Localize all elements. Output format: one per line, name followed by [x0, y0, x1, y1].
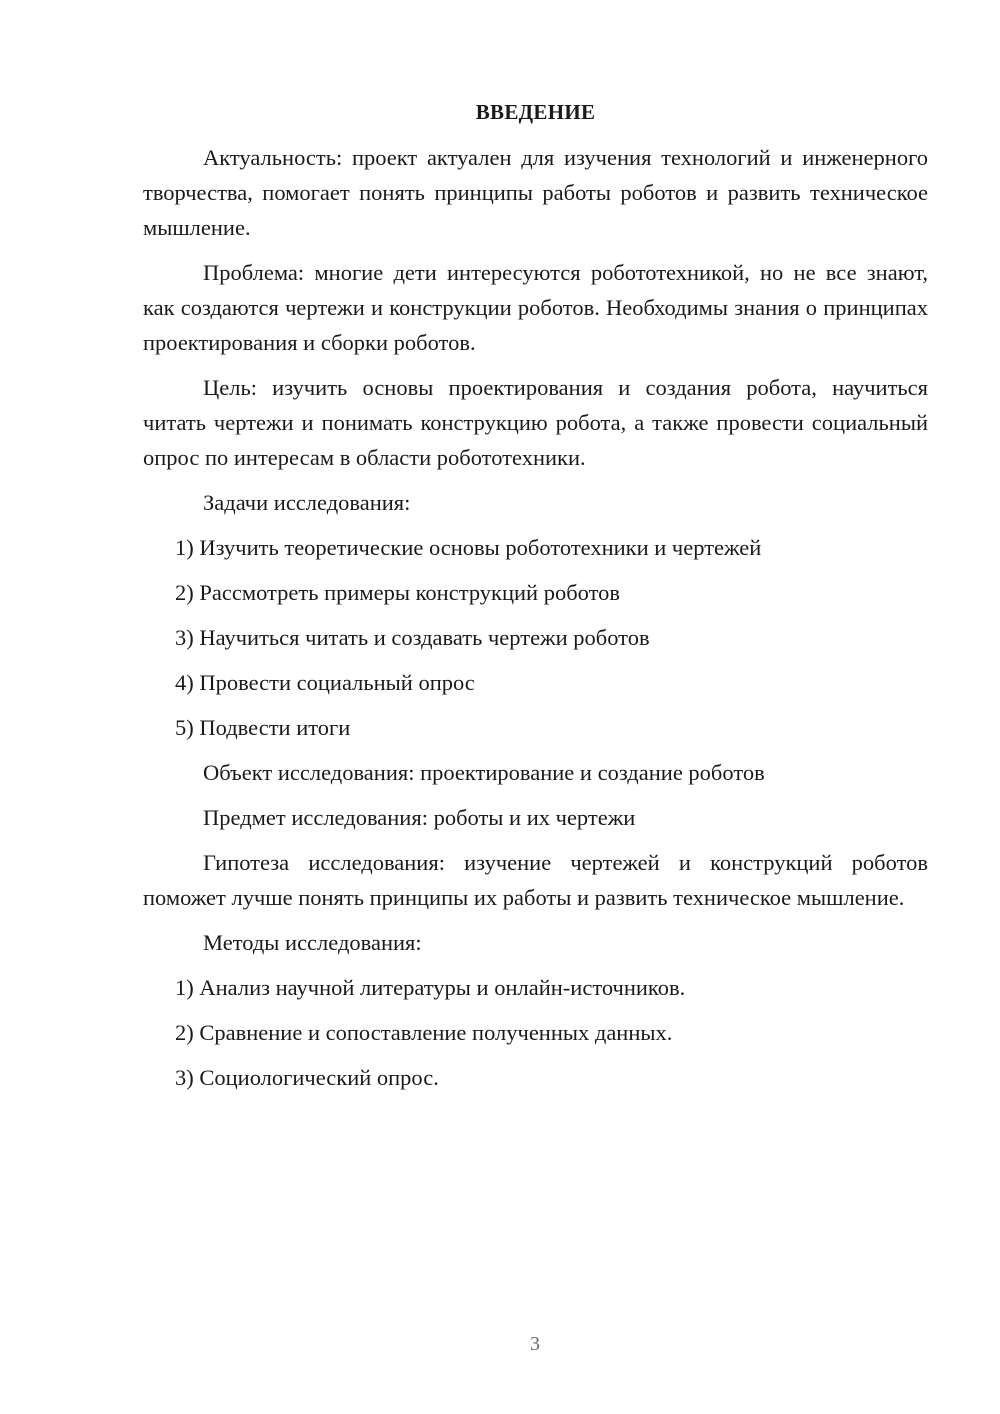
method-item: 3) Социологический опрос. [175, 1065, 439, 1090]
tasks-list [143, 530, 928, 745]
task-item: 1) Изучить теоретические основы робототехники и чертежей [175, 535, 762, 560]
document-page [143, 95, 928, 1105]
subject-line: Предмет исследования: роботы и их чертежи [203, 805, 636, 830]
methods-list [143, 970, 928, 1095]
object-line: Объект исследования: проектирование и создание роботов [203, 760, 765, 785]
document-title: ВВЕДЕНИЕ [475, 100, 596, 124]
task-item: 3) Научиться читать и создавать чертежи роботов [175, 625, 650, 650]
method-item: 2) Сравнение и сопоставление полученных данных. [175, 1020, 673, 1045]
hypothesis-paragraph: Гипотеза исследования: изучение чертежей и конструкций роботов поможет лучше понять принципы их работы и развить техническое мышление. [143, 850, 928, 910]
relevance-paragraph: Актуальность: проект актуален для изучения технологий и инженерного творчества, помогает понять принципы работы роботов и развить техническое мышление. [143, 145, 928, 240]
tasks-heading: Задачи исследования: [203, 490, 411, 515]
page-number: 3 [530, 1333, 540, 1355]
method-item: 1) Анализ научной литературы и онлайн-источников. [175, 975, 686, 1000]
task-item: 2) Рассмотреть примеры конструкций роботов [175, 580, 621, 605]
task-item: 5) Подвести итоги [175, 715, 351, 740]
goal-paragraph: Цель: изучить основы проектирования и создания робота, научиться читать чертежи и понимать конструкцию робота, а также провести социальный опрос по интересам в области робототехники. [143, 375, 928, 470]
methods-heading: Методы исследования: [203, 930, 422, 955]
task-item: 4) Провести социальный опрос [175, 670, 475, 695]
problem-paragraph: Проблема: многие дети интересуются робототехникой, но не все знают, как создаются чертежи и конструкции роботов. Необходимы знания о принципах проектирования и сборки роботов. [143, 260, 928, 355]
